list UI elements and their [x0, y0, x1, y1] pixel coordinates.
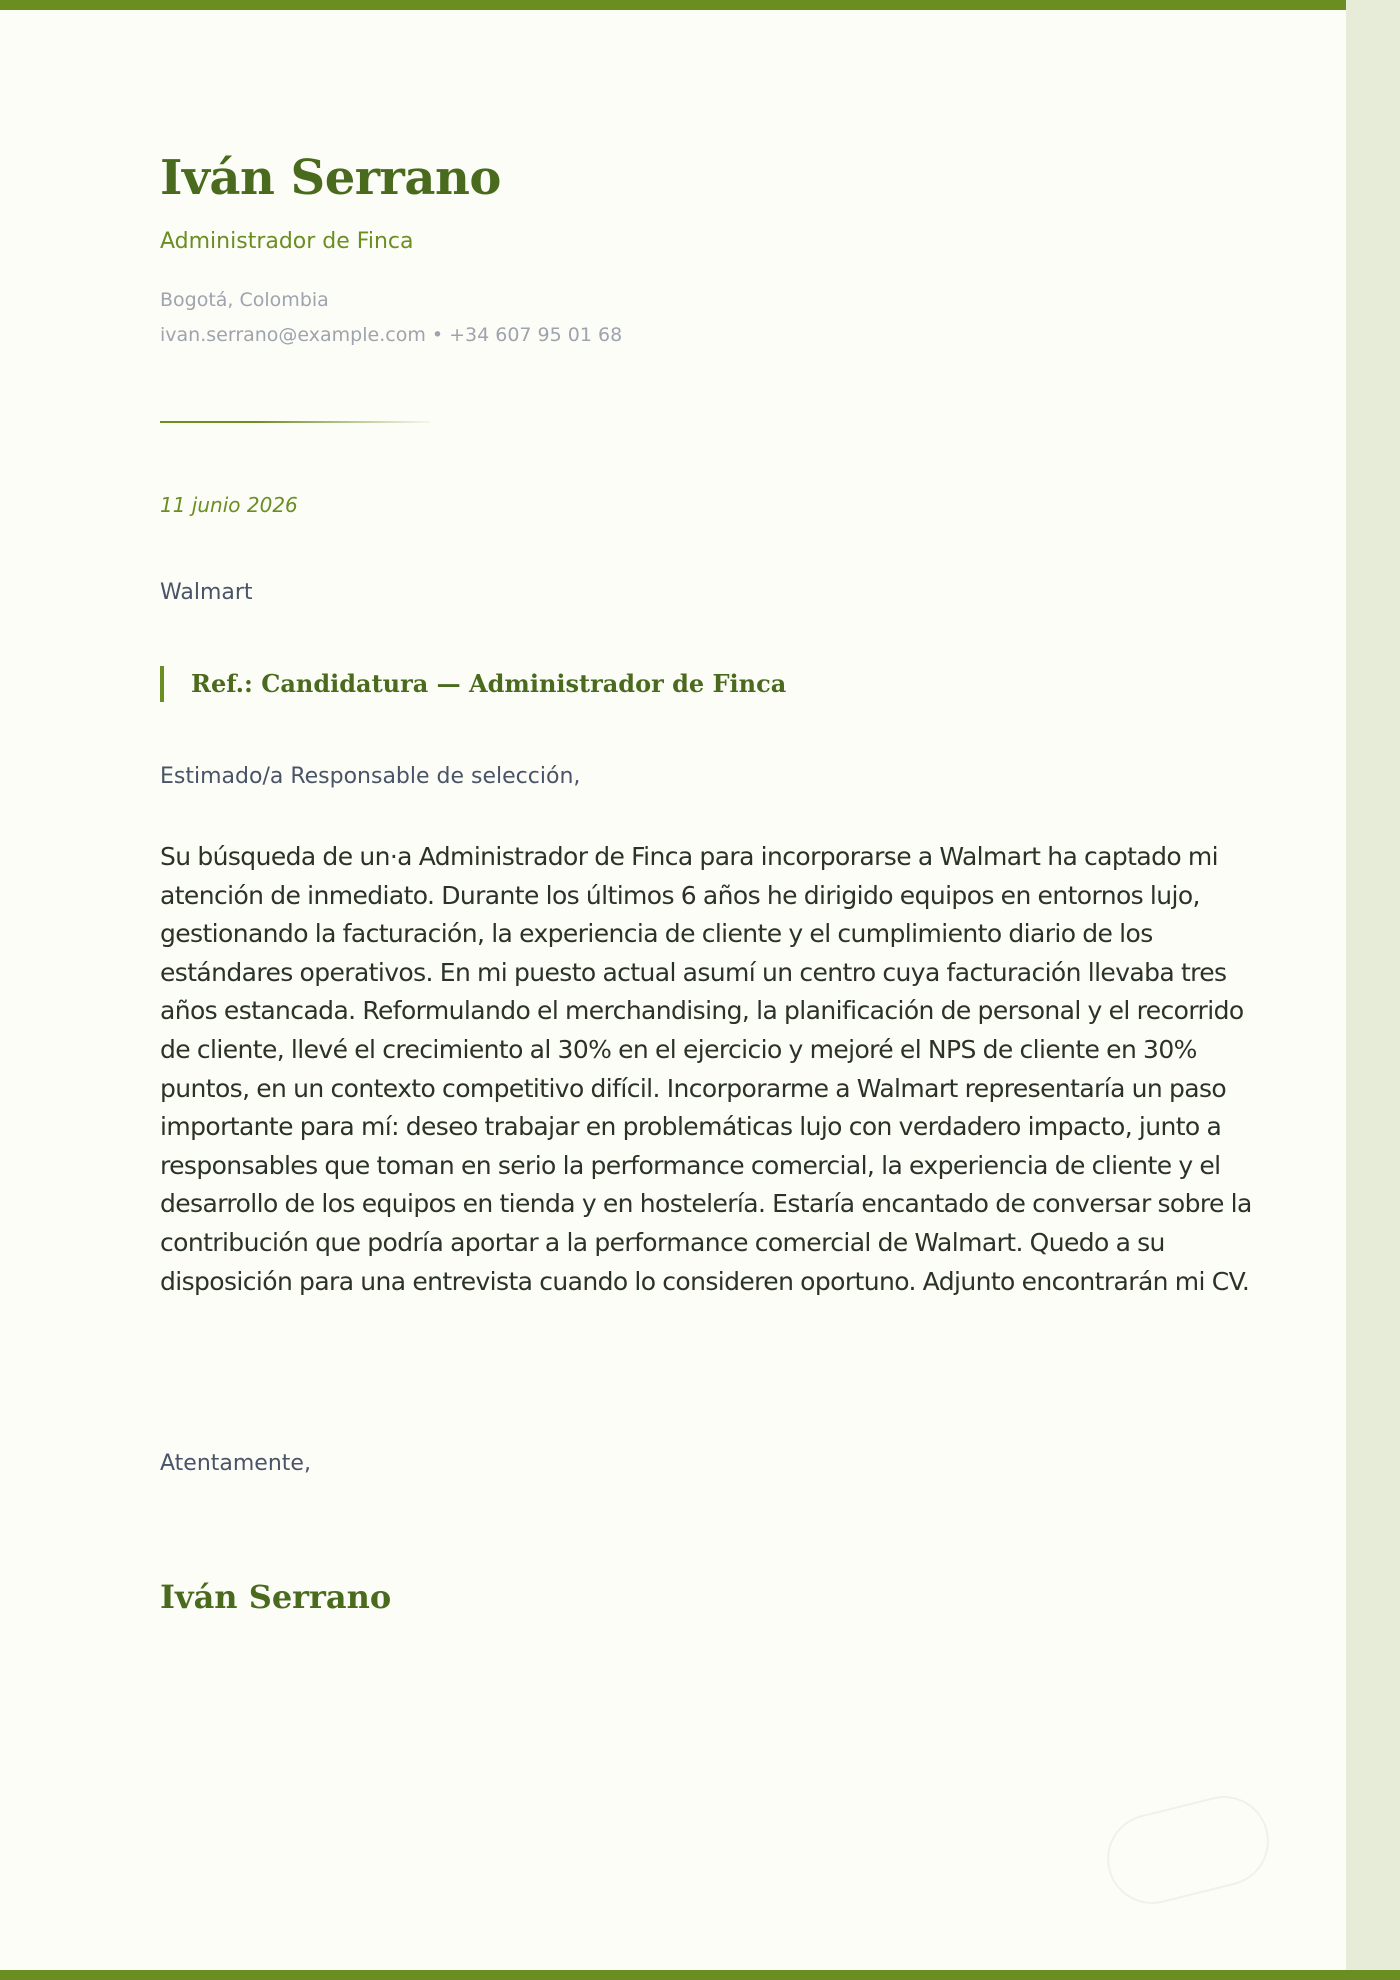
recipient: Walmart [160, 580, 253, 605]
subject-line: Ref.: Candidatura — Administrador de Finca [160, 666, 786, 702]
greeting: Estimado/a Responsable de selección, [160, 764, 581, 789]
letter-body: Su búsqueda de un·a Administrador de Finca para incorporarse a Walmart ha captado mi atención de inmediato. Durante los últimos 6 años he dirigido equipos en entornos lujo, gestionando la facturación, la experiencia de cliente y el cumplimiento diario de los estándares operativos. En mi puesto actual asumí un centro cuya facturación llevaba tres años estancada. Reformulando el merchandising, la planificación de personal y el recorrido de cliente, llevé el crecimiento al 30% en el ejercicio y mejoré el NPS de cliente en 30% puntos, en un contexto competitivo difícil. Incorporarme a Walmart representaría un paso importante para mí: deseo trabajar en problemáticas lujo con verdadero impacto, junto a responsables que toman en serio la performance comercial, la experiencia de cliente y el desarrollo de los equipos en tienda y en hostelería. Estaría encantado de conversar sobre la contribución que podría aportar a la performance comercial de Walmart. Quedo a su disposición para una entrevista cuando lo consideren oportuno. Adjunto encontrarán mi CV. [160, 842, 1252, 1296]
letter-page [0, 10, 1346, 1970]
watermark-shape [1098, 1786, 1279, 1913]
sender-role: Administrador de Finca [160, 229, 414, 254]
sender-contact: ivan.serrano@example.com • +34 607 95 01 68 [160, 324, 623, 346]
bottom-accent-bar [0, 1970, 1400, 1980]
signature: Iván Serrano [160, 1578, 392, 1616]
header-divider [160, 421, 430, 423]
sender-location: Bogotá, Colombia [160, 289, 329, 311]
side-strip [1346, 0, 1400, 1980]
top-accent-bar [0, 0, 1400, 10]
sender-name: Iván Serrano [160, 150, 501, 206]
closing: Atentamente, [160, 1451, 311, 1476]
letter-date: 11 junio 2026 [160, 493, 298, 517]
